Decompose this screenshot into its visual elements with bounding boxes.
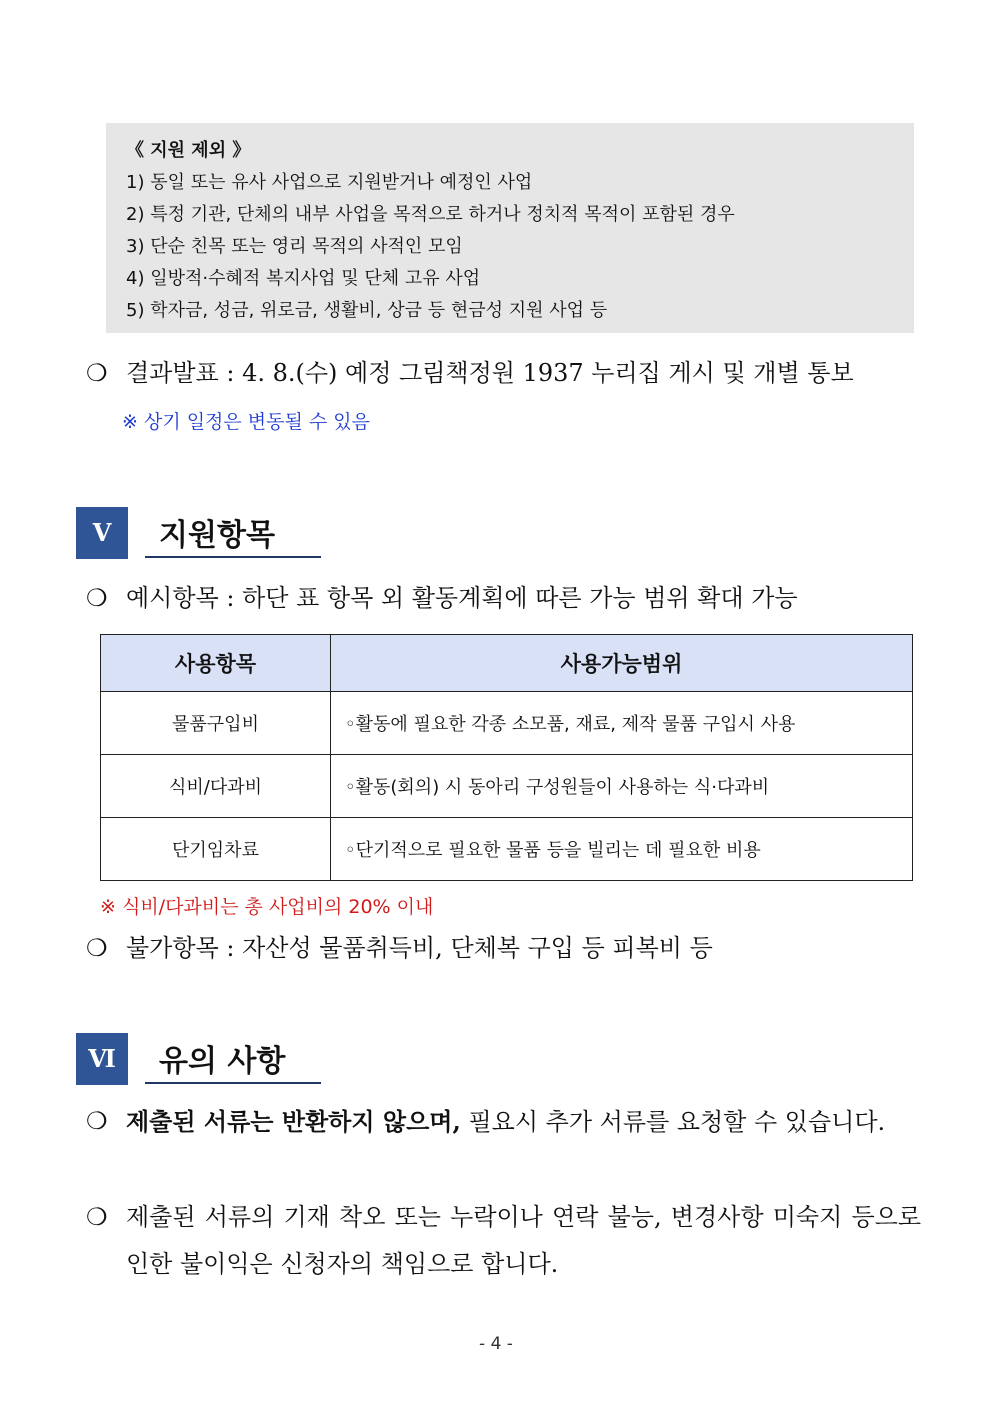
exclusion-item: 3) 단순 친목 또는 영리 목적의 사적인 모임	[126, 236, 463, 257]
section-6-title: 유의 사항	[145, 1036, 321, 1084]
result-announce-text: 결과발표 : 4. 8.(수) 예정 그림책정원 1937 누리집 게시 및 개별 통보	[126, 359, 854, 387]
table-header-row	[101, 635, 913, 692]
section-5-number: Ⅴ	[76, 507, 128, 559]
notice-paragraph-2	[86, 1194, 921, 1288]
table-cell-item: 식비/다과비	[101, 755, 331, 818]
table-row	[101, 692, 913, 755]
exclusion-item: 1) 동일 또는 유사 사업으로 지원받거나 예정인 사업	[126, 172, 533, 193]
notice-paragraph-1	[86, 1098, 921, 1146]
table-cell-scope: ◦활동에 필요한 각종 소모품, 재료, 제작 물품 구입시 사용	[331, 692, 913, 755]
exclusion-item: 5) 학자금, 성금, 위로금, 생활비, 상금 등 현금성 지원 사업 등	[126, 300, 608, 321]
table-header: 사용가능범위	[331, 635, 913, 692]
section-5-title: 지원항목	[145, 510, 321, 558]
section-6-number: Ⅵ	[76, 1033, 128, 1085]
bullet-icon: ❍	[86, 934, 108, 962]
forbidden-items-text: 불가항목 : 자산성 물품취득비, 단체복 구입 등 피복비 등	[126, 934, 713, 962]
notice-bold-text: 제출된 서류는 반환하지 않으며,	[126, 1107, 461, 1136]
support-items-table	[100, 634, 913, 881]
table-cell-item: 단기임차료	[101, 818, 331, 881]
table-cell-item: 물품구입비	[101, 692, 331, 755]
exclusion-item: 4) 일방적·수혜적 복지사업 및 단체 고유 사업	[126, 268, 481, 289]
food-cost-note: ※ 식비/다과비는 총 사업비의 20% 이내	[100, 896, 434, 918]
bullet-icon: ❍	[86, 584, 108, 612]
table-cell-scope: ◦활동(회의) 시 동아리 구성원들이 사용하는 식·다과비	[331, 755, 913, 818]
page-number: - 4 -	[479, 1334, 513, 1354]
bullet-icon: ❍	[86, 359, 108, 387]
bullet-icon: ❍	[86, 1203, 108, 1231]
table-cell-scope: ◦단기적으로 필요한 물품 등을 빌리는 데 필요한 비용	[331, 818, 913, 881]
forbidden-items-line	[86, 928, 713, 963]
table-row	[101, 818, 913, 881]
example-items-line	[86, 578, 798, 613]
notice-text: 필요시 추가 서류를 요청할 수 있습니다.	[460, 1108, 886, 1136]
bullet-icon: ❍	[86, 1107, 108, 1135]
table-row	[101, 755, 913, 818]
example-items-text: 예시항목 : 하단 표 항목 외 활동계획에 따른 가능 범위 확대 가능	[126, 584, 798, 612]
exclusion-box	[106, 123, 914, 333]
exclusion-title: 《 지원 제외 》	[126, 140, 251, 161]
result-announce-line	[86, 353, 854, 388]
notice-text: 제출된 서류의 기재 착오 또는 누락이나 연락 불능, 변경사항 미숙지 등으로 인한 불이익은 신청자의 책임으로 합니다.	[126, 1203, 921, 1278]
schedule-note: ※ 상기 일정은 변동될 수 있음	[122, 411, 371, 433]
exclusion-item: 2) 특정 기관, 단체의 내부 사업을 목적으로 하거나 정치적 목적이 포함된 경우	[126, 204, 735, 225]
table-header: 사용항목	[101, 635, 331, 692]
